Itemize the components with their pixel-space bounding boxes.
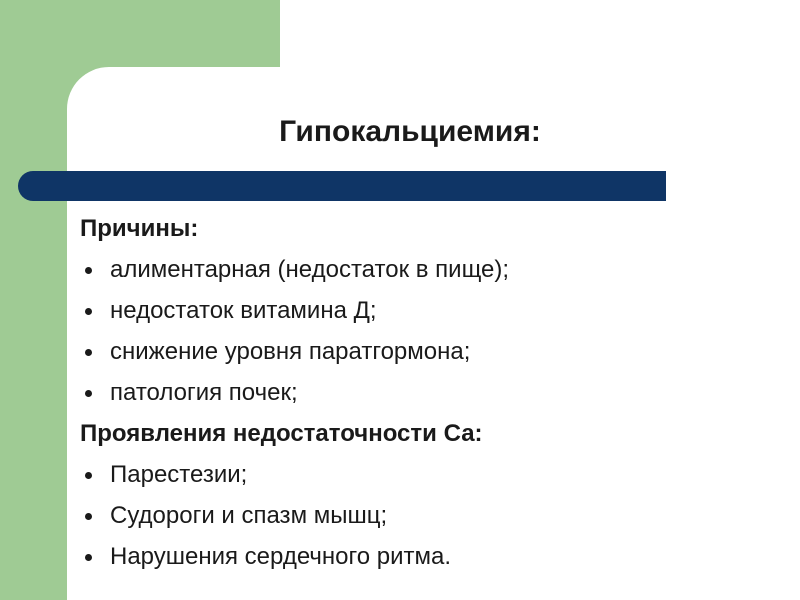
list-item [80,249,780,290]
manifestations-heading: Проявления недостаточности Са: [80,420,483,447]
list-item [80,536,780,577]
bullet-icon [85,267,92,274]
slide-content [80,208,780,577]
list-item [80,454,780,495]
list-item-text: Судороги и спазм мышц; [110,502,388,529]
bullet-icon [85,308,92,315]
bullet-icon [85,472,92,479]
slide-title: Гипокальциемия: [279,115,541,148]
bullet-icon [85,349,92,356]
list-item [80,290,780,331]
causes-heading: Причины: [80,215,199,242]
list-item-text: недостаток витамина Д; [110,297,377,324]
list-item [80,495,780,536]
causes-list [80,249,780,413]
bullet-icon [85,554,92,561]
bullet-icon [85,513,92,520]
title-underline-bar [18,171,666,201]
list-item-text: Нарушения сердечного ритма. [110,543,451,570]
bullet-icon [85,390,92,397]
list-item-text: Парестезии; [110,461,248,488]
list-item [80,372,780,413]
list-item-text: снижение уровня паратгормона; [110,338,471,365]
list-item-text: алиментарная (недостаток в пище); [110,256,510,283]
list-item-text: патология почек; [110,379,298,406]
list-item [80,331,780,372]
manifestations-list [80,454,780,577]
